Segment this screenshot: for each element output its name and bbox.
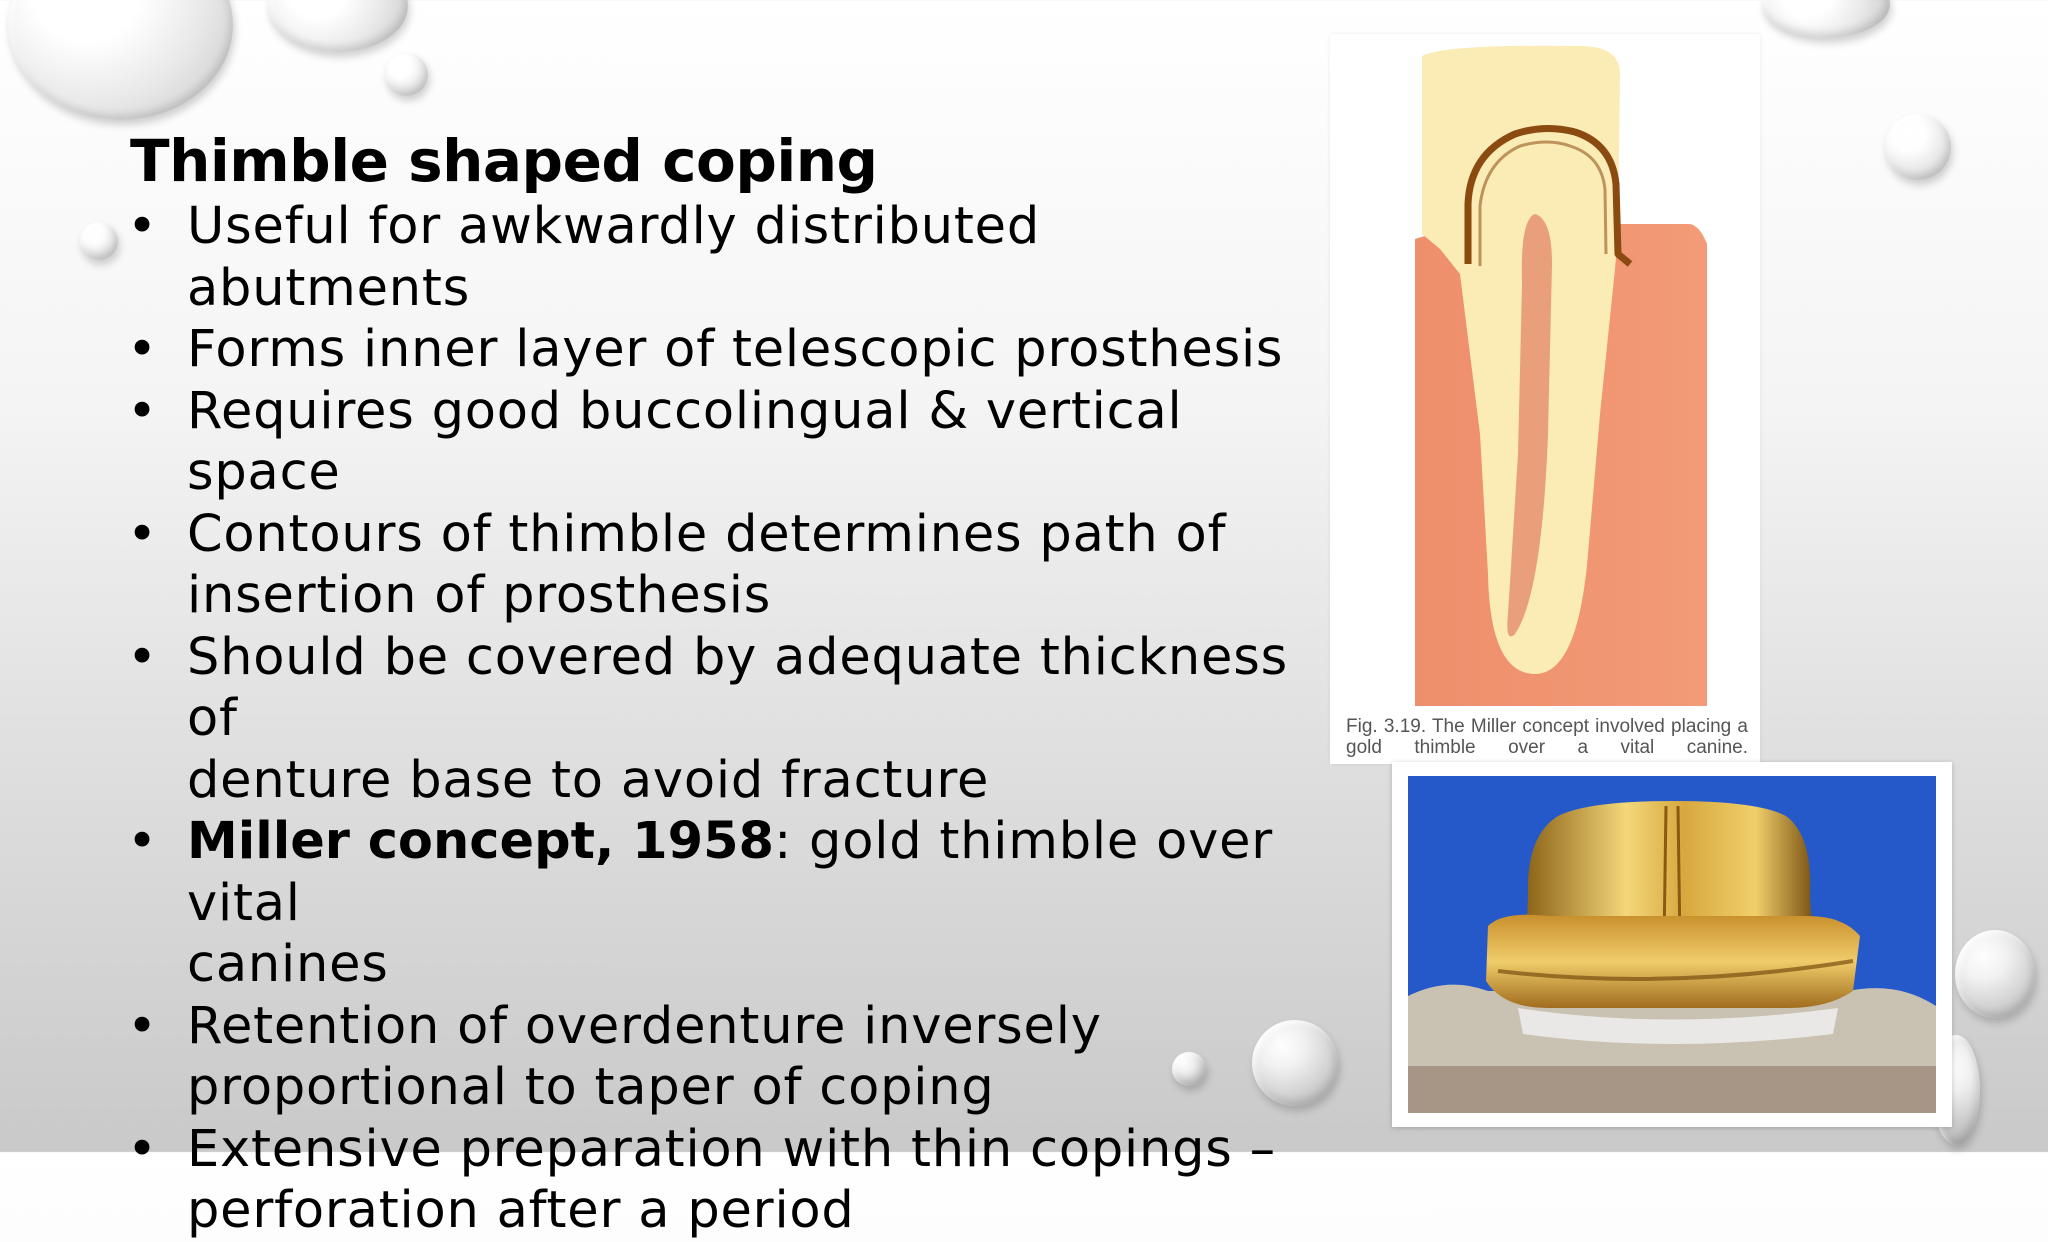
bullet-item — [125, 811, 1305, 996]
bullet-text: insertion of prosthesis — [187, 566, 772, 625]
water-drop — [1885, 114, 1951, 180]
bullet-item — [125, 196, 1305, 319]
bullet-text: perforation after a period — [187, 1181, 855, 1240]
bullet-emphasis: Miller concept, 1958 — [187, 812, 775, 871]
water-drop — [8, 0, 233, 120]
tooth-diagram — [1330, 34, 1760, 714]
bullet-item — [125, 381, 1305, 504]
bullet-item — [125, 319, 1305, 381]
figure-caption: Fig. 3.19. The Miller concept involved placing a gold thimble over a vital canine. — [1346, 716, 1748, 758]
water-drop — [385, 53, 428, 96]
gold-thimble-photo — [1392, 762, 1952, 1127]
bullet-marker: • — [127, 504, 158, 564]
bullet-item — [125, 1119, 1305, 1242]
gold-collar — [1486, 915, 1860, 1008]
bullet-text: Contours of thimble determines path of — [187, 504, 1227, 564]
bullet-text: Extensive preparation with thin copings – — [187, 1119, 1276, 1179]
bullet-text: proportional to taper of coping — [187, 1058, 995, 1117]
bullet-marker: • — [127, 812, 158, 871]
gold-coping-illustration — [1408, 776, 1936, 1113]
bullet-text: Retention of overdenture inversely — [187, 996, 1102, 1056]
water-drop — [268, 0, 408, 52]
bullet-text: canines — [187, 935, 389, 994]
bullet-marker: • — [127, 320, 158, 379]
water-drop — [1955, 930, 2035, 1018]
bullet-text: Should be covered by adequate thickness of — [187, 627, 1288, 748]
bullet-marker: • — [127, 197, 158, 256]
bullet-marker: • — [127, 996, 158, 1056]
bullet-text: Requires good buccolingual & vertical space — [187, 381, 1183, 502]
bullet-text: denture base to avoid fracture — [187, 750, 990, 810]
bullet-marker: • — [127, 1119, 158, 1179]
slide-title: Thimble shaped coping — [130, 127, 878, 195]
shadow-area — [1408, 1066, 1936, 1113]
miller-concept-figure — [1330, 34, 1760, 764]
water-drop — [80, 222, 118, 260]
bullet-text: : gold thimble over vital — [187, 812, 1274, 933]
bullet-marker: • — [127, 627, 158, 687]
bullet-text: Forms inner layer of telescopic prosthesis — [187, 320, 1284, 379]
bullet-item — [125, 504, 1305, 627]
water-drop — [1762, 0, 1890, 38]
bullet-list — [125, 196, 1305, 1242]
bullet-text: Useful for awkwardly distributed abutments — [187, 197, 1041, 318]
bullet-marker: • — [127, 381, 158, 441]
bullet-item — [125, 627, 1305, 812]
bullet-item — [125, 996, 1305, 1119]
